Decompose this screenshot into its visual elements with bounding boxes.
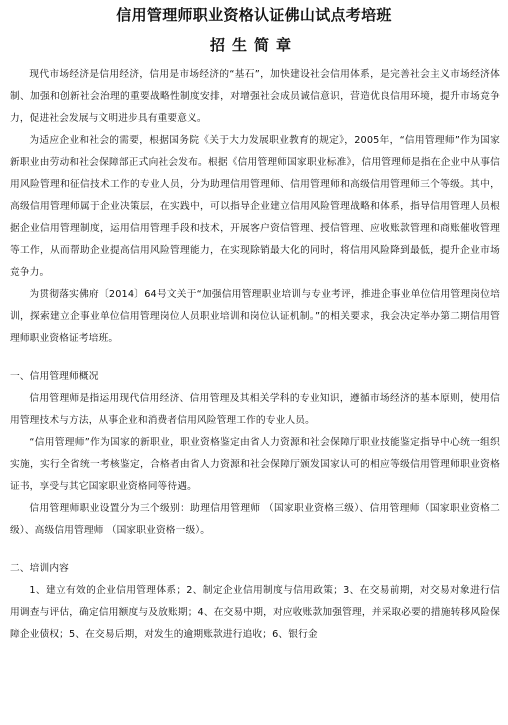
document-subtitle: 招生简章 (209, 36, 298, 54)
document-body (10, 64, 500, 646)
section-heading-training: 二、培训内容 (10, 563, 70, 574)
overview-paragraph-2: “信用管理师”作为国家的新职业，职业资格鉴定由省人力资源和社会保障厅职业技能鉴定指导中心统一组织实施，实行全省统一考核鉴定，合格者由省人力资源和社会保障厅颁发国家认可的相应等级信用管理师职业资格证书，享受与其它国家职业资格同等待遇。 (10, 437, 500, 492)
training-paragraph-1: 1、建立有效的企业信用管理体系；2、制定企业信用制度与信用政策；3、在交易前期，对交易对象进行信用调查与评估，确定信用额度与及放账期；4、在交易中期，对应收账款加强管理，并采取必要的措施转移风险保障企业债权；5、在交易后期，对发生的逾期账款进行追收；6、银行金 (10, 585, 500, 640)
document-title: 信用管理师职业资格认证佛山试点考培班 (116, 6, 392, 24)
overview-paragraph-3: 信用管理师职业设置分为三个级别：助理信用管理师 （国家职业资格三级）、信用管理师（国家职业资格二级）、高级信用管理师 （国家职业资格一级）。 (10, 503, 500, 536)
overview-paragraph-1: 信用管理师是指运用现代信用经济、信用管理及其相关学科的专业知识，遵循市场经济的基本原则，使用信用管理技术与方法，从事企业和消费者信用风险管理工作的专业人员。 (10, 393, 500, 426)
intro-paragraph-3: 为贯彻落实佛府〔2014〕64号文关于“加强信用管理职业培训与专业考评，推进企事业单位信用管理岗位培训，探索建立企事业单位信用管理岗位人员职业培训和岗位认证机制。”的相关要求，我会决定举办第二期信用管理师职业资格证考培班。 (10, 289, 500, 344)
intro-paragraph-2: 为适应企业和社会的需要，根据国务院《关于大力发展职业教育的规定》，2005年，“信用管理师”作为国家新职业由劳动和社会保障部正式向社会发布。根据《信用管理师国家职业标准》，信用管理师是指在企业中从事信用风险管理和征信技术工作的专业人员，分为助理信用管理师、信用管理师和高级信用管理师三个等级。其中，高级信用管理师属于企业决策层，在实践中，可以指导企业建立信用风险管理战略和体系，指导信用管理人员根据企业信用管理制度，运用信用管理手段和技术，开展客户资信管理、授信管理、应收账款管理和商账催收管理等工作，从而帮助企业提高信用风险管理能力，在实现除销最大化的同时，将信用风险降到最低，提升企业市场竞争力。 (10, 135, 500, 278)
intro-paragraph-1: 现代市场经济是信用经济，信用是市场经济的“基石”，加快建设社会信用体系，是完善社会主义市场经济体制、加强和创新社会治理的重要战略性制度安排，对增强社会成员诚信意识，营造优良信用环境，提升市场竞争力，促进社会发展与文明进步具有重要意义。 (10, 69, 500, 124)
section-heading-overview: 一、信用管理师概况 (10, 371, 99, 382)
section-spacer (10, 542, 500, 558)
section-spacer (10, 350, 500, 366)
